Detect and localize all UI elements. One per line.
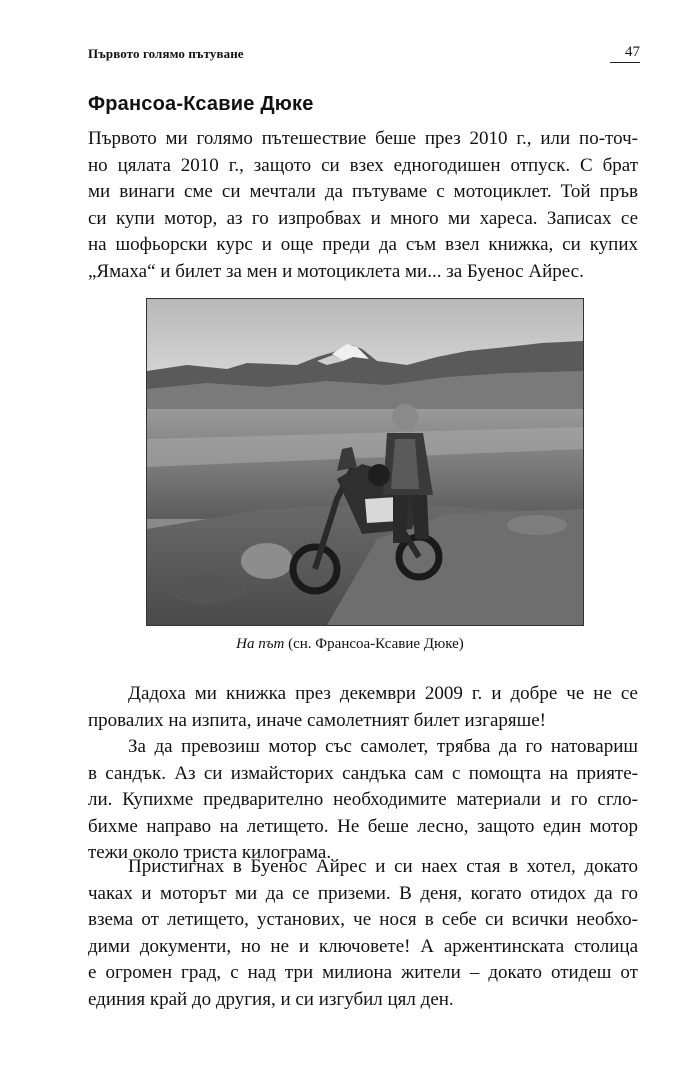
paragraph-3 xyxy=(88,854,638,1014)
running-head xyxy=(88,44,640,68)
text-line: но цялата 2010 г., защото си взех едногодишен отпуск. С брат xyxy=(88,154,638,176)
text-line: в сандък. Аз си измайсторих сандъка сам с помощта на прияте- xyxy=(88,762,638,784)
text-line: дими документи, но не и ключовете! А аржентинската столица xyxy=(88,935,638,957)
caption-credit: (сн. Франсоа-Ксавие Дюке) xyxy=(288,636,464,652)
text-line: тежи около триста килограма. xyxy=(88,842,332,864)
running-rule xyxy=(610,62,640,63)
text-line: на шофьорски курс и още преди да съм взел книжка, си купих xyxy=(88,234,638,256)
text-line: Пристигнах в Буенос Айрес и си наех стая в хотел, докато xyxy=(128,856,638,877)
caption-title: На път xyxy=(236,636,285,652)
running-title: Първото голямо пътуване xyxy=(88,46,244,61)
text-line: провалих на изпита, иначе самолетният билет изгаряше! xyxy=(88,709,547,731)
photo-image xyxy=(147,299,583,625)
photo-motorcycle xyxy=(146,298,584,626)
page-number: 47 xyxy=(625,44,640,60)
section-heading: Франсоа-Ксавие Дюке xyxy=(88,93,314,115)
text-line: „Ямаха“ и билет за мен и мотоциклета ми... за Буенос Айрес. xyxy=(88,260,584,282)
text-line: единия край до другия, и си изгубил цял ден. xyxy=(88,988,454,1010)
text-line: чаках и моторът ми да се приземи. В деня, когато отидох да го xyxy=(88,882,638,904)
text-line: бихме направо на летището. Не беше лесно, защото един мотор xyxy=(88,815,638,837)
text-line: си купи мотор, аз го изпробвах и много ми хареса. Записах се xyxy=(88,207,638,229)
paragraph-1 xyxy=(88,681,638,734)
text-line: е огромен град, с над три милиона жители – докато отидеш от xyxy=(88,962,638,984)
intro-paragraph xyxy=(88,126,638,286)
text-line: ми винаги сме си мечтали да пътуваме с мотоциклет. Той пръв xyxy=(88,181,638,203)
photo-caption xyxy=(0,636,700,653)
paragraph-2 xyxy=(88,734,638,867)
text-line: Първото ми голямо пътешествие беше през 2010 г., или по-точ- xyxy=(88,128,638,149)
text-line: взема от летището, установих, че нося в себе си всички необхо- xyxy=(88,909,638,931)
text-line: ли. Купихме предварително необходимите материали и го сгло- xyxy=(88,789,638,811)
text-line: Дадоха ми книжка през декември 2009 г. и добре че не се xyxy=(128,683,638,704)
text-line: За да превозиш мотор със самолет, трябва да го натовариш xyxy=(128,736,638,757)
